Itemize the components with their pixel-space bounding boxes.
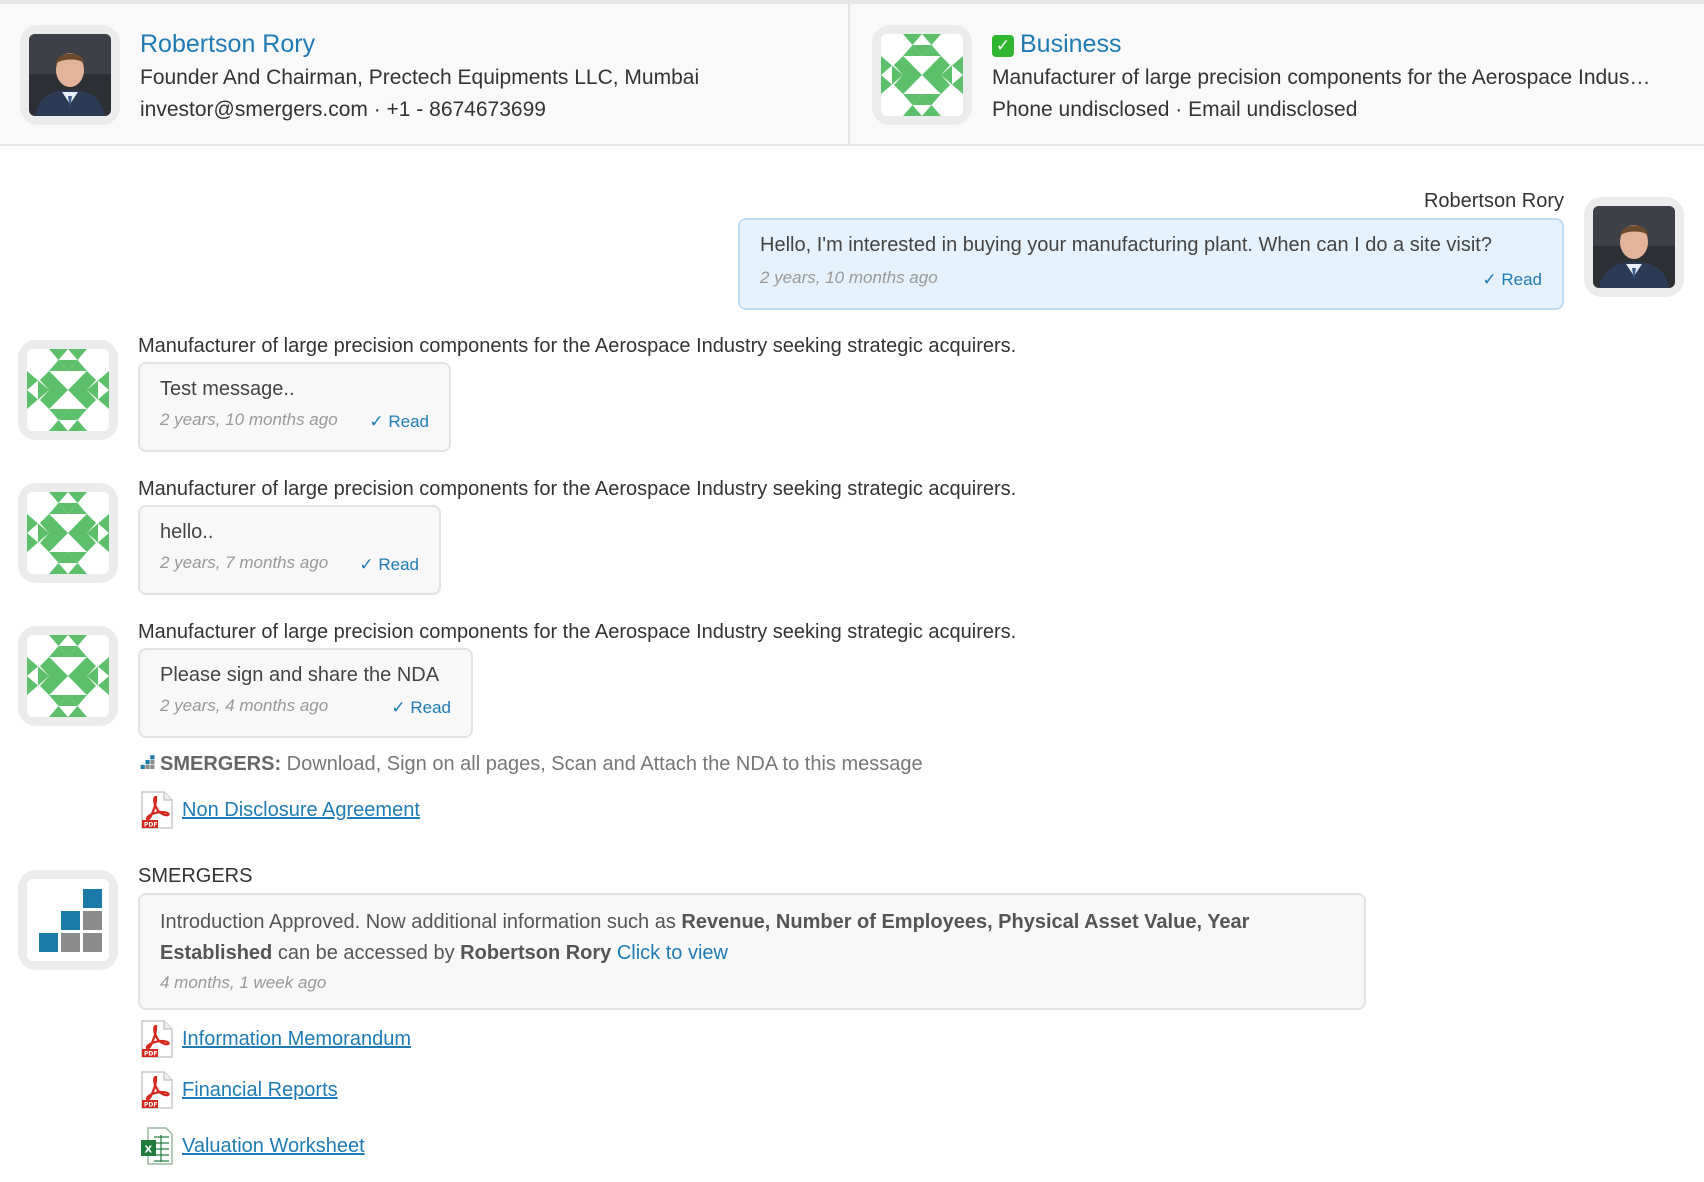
intro-bubble: [138, 893, 1366, 1010]
message-text: Please sign and share the NDA: [160, 664, 440, 686]
nda-notice: [138, 753, 923, 776]
intro-fields: Revenue, Number of Employees, Physical Asset Value, Year Established: [160, 911, 1250, 964]
attachment-information-memorandum[interactable]: [140, 1020, 411, 1058]
business-card: [852, 4, 1704, 144]
person-photo-icon: [29, 34, 111, 116]
pdf-icon: [140, 1071, 174, 1109]
read-status: ✓ Read: [369, 412, 429, 431]
message-time: 2 years, 4 months ago: [160, 696, 329, 715]
investor-contact: investor@smergers.com · +1 - 8674673699: [140, 98, 546, 121]
attachment-link[interactable]: Non Disclosure Agreement: [182, 798, 420, 821]
message-sender: Manufacturer of large precision components for the Aerospace Industry seeking strategic acquirers.: [138, 335, 1017, 357]
message-text: hello..: [160, 521, 214, 543]
message-sender: Robertson Rory: [1423, 190, 1564, 212]
smergers-avatar: [18, 870, 118, 970]
business-avatar[interactable]: [18, 626, 118, 726]
business-contact: Phone undisclosed · Email undisclosed: [992, 98, 1358, 121]
verified-check-icon: ✓: [992, 35, 1014, 57]
nda-attachment[interactable]: [140, 791, 420, 829]
attachment-financial-reports[interactable]: [140, 1071, 338, 1109]
business-title[interactable]: [992, 30, 1121, 59]
message-sender: Manufacturer of large precision components for the Aerospace Industry seeking strategic acquirers.: [138, 621, 1017, 643]
message-time: 4 months, 1 week ago: [160, 973, 327, 992]
pdf-icon: [140, 791, 174, 829]
message-time: 2 years, 10 months ago: [160, 410, 338, 429]
read-status: ✓ Read: [1482, 270, 1542, 289]
read-status: ✓ Read: [359, 555, 419, 574]
business-pattern-icon: [27, 349, 109, 431]
business-pattern-icon: [27, 492, 109, 574]
attachment-link[interactable]: Information Memorandum: [182, 1027, 411, 1050]
business-avatar[interactable]: [872, 25, 972, 125]
read-status: ✓ Read: [391, 698, 451, 717]
investor-avatar[interactable]: [1584, 197, 1684, 297]
investor-card: [0, 4, 850, 144]
notice-label: SMERGERS:: [160, 753, 282, 775]
smergers-logo-icon: [138, 753, 156, 771]
business-name[interactable]: Business: [1020, 30, 1122, 58]
investor-name[interactable]: Robertson Rory: [140, 30, 316, 58]
person-photo-icon: [1593, 206, 1675, 288]
intro-text: [160, 907, 1330, 969]
attachment-valuation-worksheet[interactable]: [140, 1127, 365, 1165]
business-avatar[interactable]: [18, 483, 118, 583]
business-description: Manufacturer of large precision components for the Aerospace Indus…: [992, 66, 1651, 89]
pdf-icon: [140, 1020, 174, 1058]
message-bubble: [738, 218, 1564, 310]
business-pattern-icon: [27, 635, 109, 717]
business-pattern-icon: [881, 34, 963, 116]
message-time: 2 years, 10 months ago: [760, 268, 938, 287]
message-bubble: [138, 505, 441, 595]
click-to-view-link[interactable]: Click to view: [611, 942, 728, 964]
intro-investor: Robertson Rory: [460, 942, 612, 964]
message-text: Test message..: [160, 378, 295, 400]
attachment-link[interactable]: Valuation Worksheet: [182, 1134, 365, 1157]
intro-text-part: Introduction Approved. Now additional information such as: [160, 911, 682, 933]
attachment-link[interactable]: Financial Reports: [182, 1078, 338, 1101]
message-text: Hello, I'm interested in buying your manufacturing plant. When can I do a site visit?: [760, 234, 1492, 256]
investor-role: Founder And Chairman, Prectech Equipments LLC, Mumbai: [140, 66, 700, 89]
smergers-logo-icon: [27, 879, 109, 961]
message-sender: SMERGERS: [138, 865, 253, 887]
message-sender: Manufacturer of large precision components for the Aerospace Industry seeking strategic acquirers.: [138, 478, 1017, 500]
excel-icon: [140, 1127, 174, 1165]
conversation-header: [0, 0, 1704, 146]
investor-avatar[interactable]: [20, 25, 120, 125]
message-time: 2 years, 7 months ago: [160, 553, 329, 572]
notice-text: Download, Sign on all pages, Scan and Attach the NDA to this message: [281, 753, 923, 775]
business-avatar[interactable]: [18, 340, 118, 440]
message-bubble: [138, 648, 473, 738]
message-bubble: [138, 362, 451, 452]
intro-text-part: can be accessed by: [272, 942, 461, 964]
